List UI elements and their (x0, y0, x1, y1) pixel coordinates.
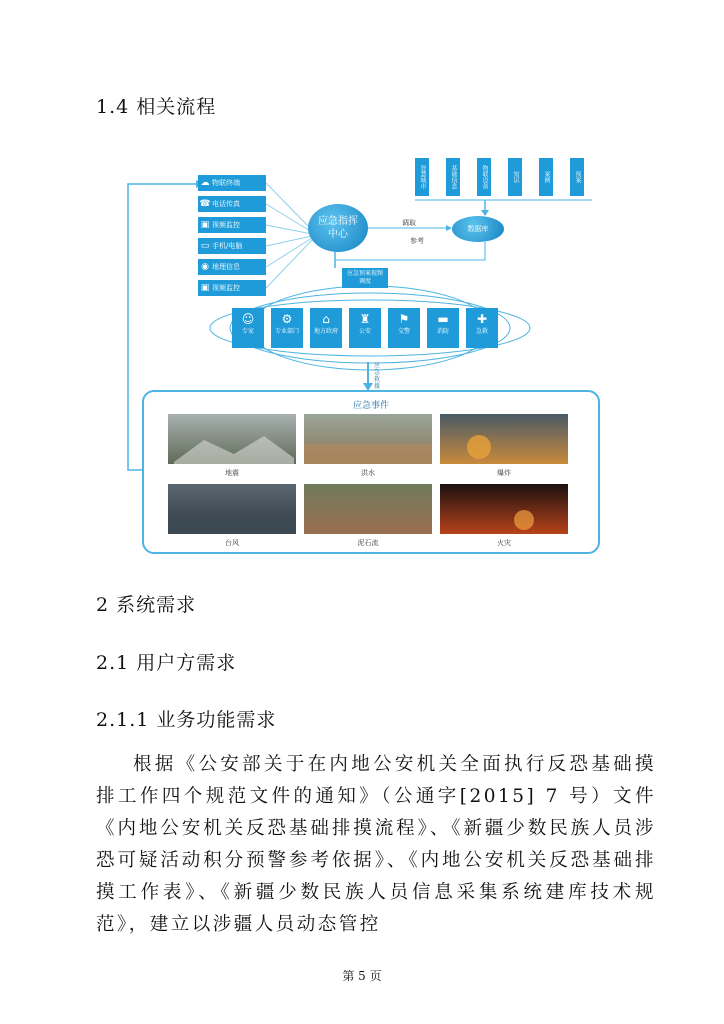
agency-label: 专业部门 (274, 328, 299, 335)
event-caption: 台风 (225, 539, 239, 547)
source-item (198, 217, 266, 233)
event-caption: 地震 (225, 469, 239, 477)
resource-column: 预案 (570, 158, 584, 196)
process-diagram (120, 140, 600, 555)
database-node (452, 216, 504, 242)
phone-icon: ☎ (199, 199, 211, 209)
agency-label: 交警 (397, 328, 410, 335)
agency-label: 消防 (436, 328, 449, 335)
body-paragraph: 根据《公安部关于在内地公安机关全面执行反恐基础摸排工作四个规范文件的通知》（公通字[2015] 7 号）文件《内地公安机关反恐基础排摸流程》、《新疆少数民族人员涉恐可疑活动积分预警参考依据》、《内地公安机关反恐基础排摸工作表》、《新疆少数民族人员信息采集系统建库技术规范》，建立以涉疆人员动态管控 (96, 754, 656, 935)
agency-tile (427, 308, 459, 348)
plan-dispatch-box (342, 268, 388, 288)
source-item (198, 238, 266, 254)
source-item-label: 视频监控 (212, 221, 240, 229)
plan-dispatch-label: 应急预案视频调度 (347, 270, 384, 285)
database-label: 数据库 (467, 225, 489, 233)
photo-explosion (440, 414, 568, 464)
command-center-label: 应急指挥中心 (318, 216, 358, 240)
location-icon: ◉ (201, 262, 209, 272)
source-item-label: 地理信息 (212, 263, 240, 271)
people-icon: ☺ (241, 312, 255, 326)
resource-column: 案例 (539, 158, 553, 196)
heading-1-4: 1.4 相关流程 (96, 96, 217, 118)
resource-column: 知识 (508, 158, 522, 196)
agency-tile (388, 308, 420, 348)
source-item-label: 物联终端 (212, 179, 240, 187)
source-item (198, 175, 266, 191)
photo-fire (440, 484, 568, 534)
exchange-label-reference: 参考 (410, 237, 424, 245)
agency-label: 专家 (241, 328, 254, 335)
agency-tile (232, 308, 264, 348)
event-caption: 火灾 (497, 539, 511, 547)
page-footer: 第 5 页 (342, 969, 382, 983)
video-icon: ▣ (200, 283, 210, 293)
event-caption: 爆炸 (497, 469, 511, 477)
event-caption: 洪水 (361, 469, 375, 477)
agency-label: 地方政府 (313, 328, 338, 335)
agency-tile (349, 308, 381, 348)
agency-tile (271, 308, 303, 348)
agency-label: 急救 (475, 328, 488, 335)
source-item-label: 电话传真 (212, 200, 240, 208)
source-item (198, 196, 266, 212)
source-item (198, 280, 266, 296)
ambulance-icon: ✚ (476, 312, 488, 326)
resource-column: 智慧城市 (415, 158, 429, 196)
source-item-label: 视频监控 (212, 284, 240, 292)
traffic-icon: ⚑ (398, 312, 410, 326)
resource-column: 基础信息 (446, 158, 460, 196)
fire-truck-icon: ▬ (437, 312, 449, 326)
gear-icon: ⚙ (281, 312, 293, 326)
agency-tile (466, 308, 498, 348)
source-item-label: 手机/电脑 (212, 242, 243, 250)
events-panel (142, 390, 600, 554)
heading-2: 2 系统需求 (96, 594, 197, 616)
building-icon: ⌂ (322, 312, 330, 326)
photo-mudslide (304, 484, 432, 534)
agency-tile (310, 308, 342, 348)
video-icon: ▣ (200, 220, 210, 230)
source-item (198, 259, 266, 275)
event-caption: 泥石流 (357, 539, 379, 547)
heading-2-1: 2.1 用户方需求 (96, 652, 237, 674)
exchange-label-retrieve: 调取 (402, 219, 416, 227)
computer-icon: ▭ (200, 241, 210, 251)
cloud-icon: ☁ (200, 178, 210, 188)
resource-column: 物联设备 (477, 158, 491, 196)
command-center (308, 204, 368, 252)
heading-2-1-1: 2.1.1 业务功能需求 (96, 709, 277, 731)
rescue-label: 应急救援 (374, 362, 381, 390)
police-icon: ♜ (359, 312, 371, 326)
agency-label: 公安 (358, 328, 371, 335)
events-title: 应急事件 (352, 401, 389, 411)
